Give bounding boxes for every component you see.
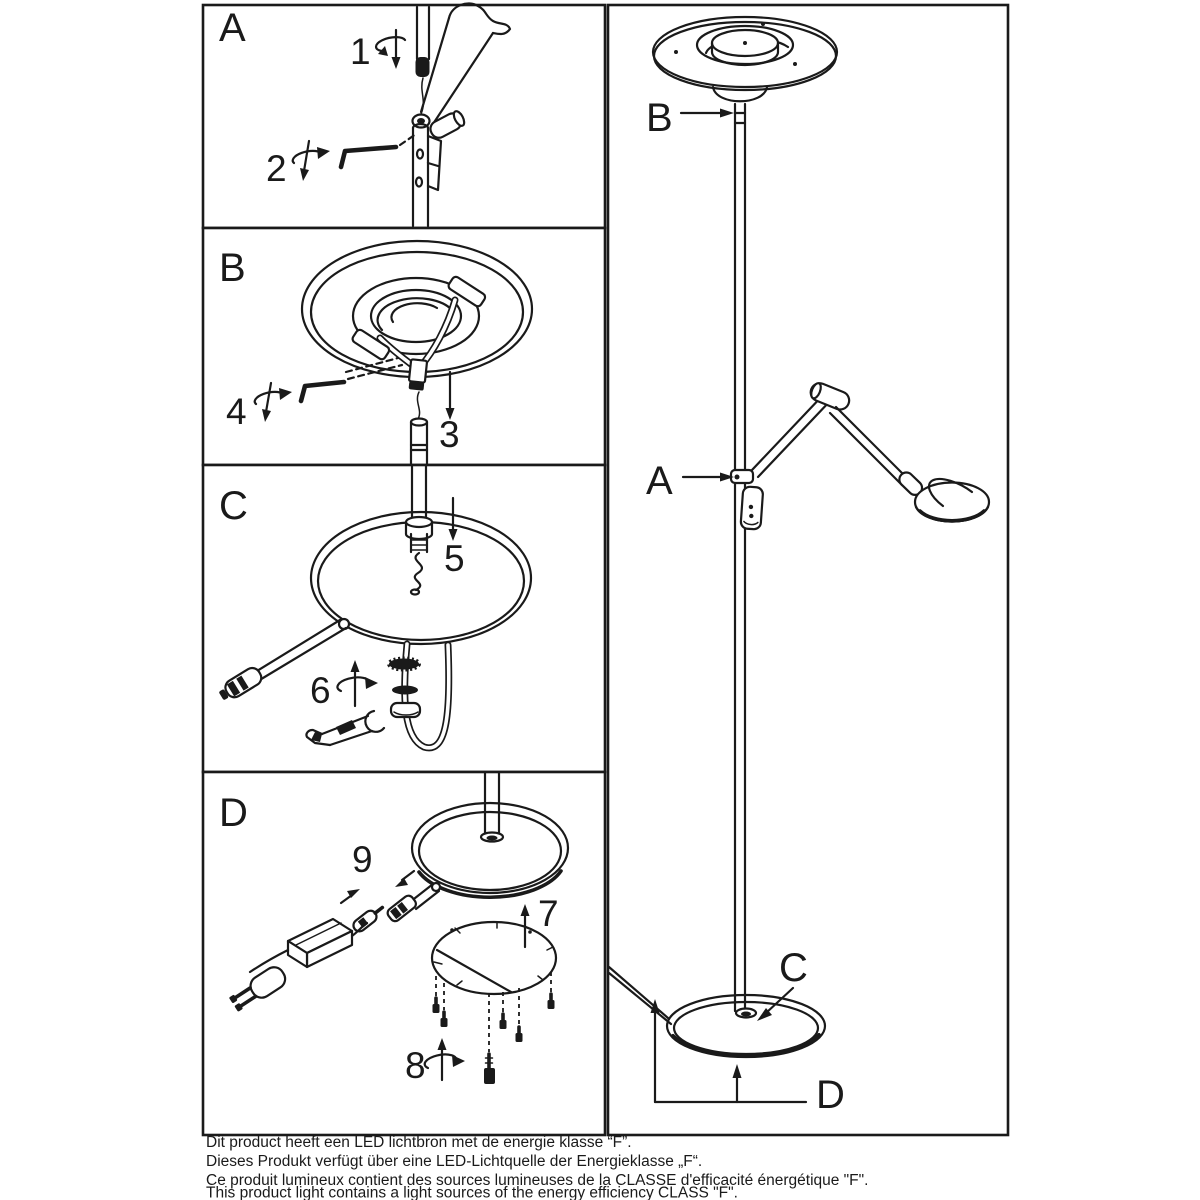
panel-a bbox=[203, 3, 605, 228]
flat-washer bbox=[392, 686, 418, 695]
overview-callout-a: A bbox=[646, 459, 673, 503]
step-5-number: 5 bbox=[444, 538, 465, 579]
energy-class-notes bbox=[206, 1134, 868, 1200]
pole-tip bbox=[416, 57, 430, 77]
panel-a-label: A bbox=[219, 6, 246, 50]
base-disc bbox=[412, 803, 568, 893]
panel-d-label: D bbox=[219, 791, 248, 835]
overview-panel bbox=[608, 5, 1008, 1135]
note-dutch: Dit product heeft een LED lichtbron met de energie klasse “F”. bbox=[206, 1134, 632, 1151]
step-6-number: 6 bbox=[310, 670, 331, 711]
star-washer bbox=[389, 659, 419, 670]
panel-d bbox=[203, 772, 605, 1135]
overview-frame bbox=[608, 5, 1008, 1135]
arm-clamp bbox=[731, 470, 753, 483]
step-1-number: 1 bbox=[350, 31, 371, 72]
note-german: Dieses Produkt verfügt über eine LED-Lichtquelle der Energieklasse „F“. bbox=[206, 1153, 703, 1170]
step-8-screw bbox=[484, 1068, 495, 1084]
step-8-number: 8 bbox=[405, 1045, 426, 1086]
panel-b-label: B bbox=[219, 246, 246, 290]
overview-callout-c: C bbox=[779, 946, 808, 990]
step-7-number: 7 bbox=[538, 893, 559, 934]
note-english: This product light contains a light sources of the energy efficiency CLASS "F". bbox=[206, 1184, 738, 1200]
panel-c bbox=[203, 465, 605, 772]
panel-b bbox=[203, 228, 605, 465]
overview-callout-d: D bbox=[816, 1073, 845, 1117]
step-3-number: 3 bbox=[439, 414, 460, 455]
overview-callout-b: B bbox=[646, 96, 673, 140]
panel-c-label: C bbox=[219, 484, 248, 528]
step-4-number: 4 bbox=[226, 391, 247, 432]
dimmer-switch bbox=[740, 486, 763, 529]
note-french: Ce produit lumineux contient des sources lumineuses de la CLASSE d'efficacité énergétique "F". bbox=[206, 1172, 869, 1189]
shade-disc bbox=[302, 241, 532, 377]
step-2-number: 2 bbox=[266, 148, 287, 189]
step-9-number: 9 bbox=[352, 839, 373, 880]
